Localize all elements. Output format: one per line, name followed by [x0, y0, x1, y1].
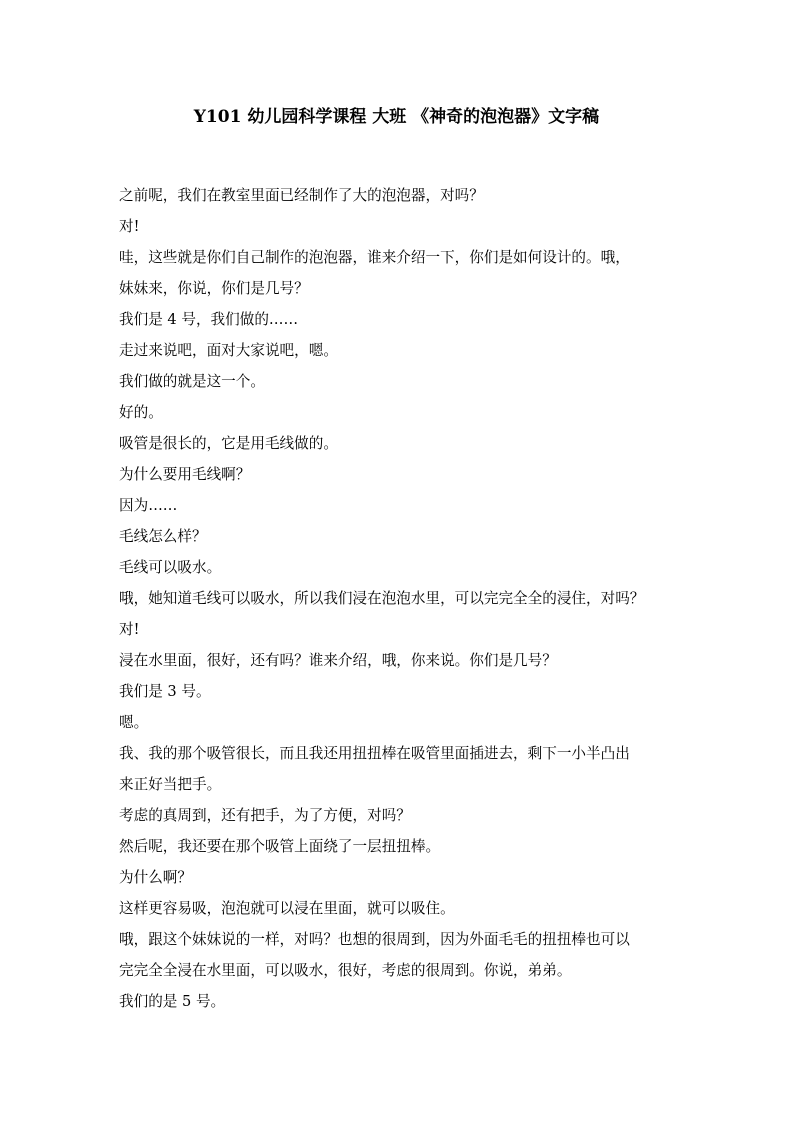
transcript-line: 对!	[119, 218, 140, 235]
transcript-line: 之前呢，我们在教室里面已经制作了大的泡泡器，对吗？	[119, 187, 484, 204]
transcript-line: 妹妹来，你说，你们是几号？	[119, 280, 309, 297]
transcript-line: 哦，她知道毛线可以吸水，所以我们浸在泡泡水里，可以完完全全的浸住，对吗？	[119, 590, 645, 607]
transcript-line: 为什么要用毛线啊？	[119, 466, 251, 483]
transcript-line: 哦，跟这个妹妹说的一样，对吗？也想的很周到，因为外面毛毛的扭扭棒也可以	[119, 931, 630, 948]
transcript-line: 嗯。	[119, 714, 149, 731]
transcript-line: 毛线怎么样？	[119, 528, 207, 545]
transcript-line: 我们是 4 号，我们做的……	[119, 311, 299, 328]
transcript-line: 我们是 3 号。	[119, 683, 211, 700]
transcript-body	[119, 180, 679, 1017]
transcript-line: 因为……	[119, 497, 178, 514]
transcript-line: 走过来说吧，面对大家说吧，嗯。	[119, 342, 338, 359]
transcript-line: 然后呢，我还要在那个吸管上面绕了一层扭扭棒。	[119, 838, 441, 855]
transcript-line: 我、我的那个吸管很长，而且我还用扭扭棒在吸管里面插进去，剩下一小半凸出	[119, 745, 630, 762]
transcript-line: 考虑的真周到，还有把手，为了方便，对吗？	[119, 807, 411, 824]
transcript-line: 哇，这些就是你们自己制作的泡泡器，谁来介绍一下，你们是如何设计的。哦，	[119, 249, 630, 266]
transcript-line: 毛线可以吸水。	[119, 559, 222, 576]
transcript-line: 我们做的就是这一个。	[119, 373, 265, 390]
transcript-line: 我们的是 5 号。	[119, 993, 226, 1010]
transcript-line: 来正好当把手。	[119, 776, 222, 793]
transcript-line: 好的。	[119, 404, 163, 421]
transcript-line: 完完全全浸在水里面，可以吸水，很好，考虑的很周到。你说，弟弟。	[119, 962, 572, 979]
document-title: Y101 幼儿园科学课程 大班 《神奇的泡泡器》文字稿	[193, 107, 600, 127]
transcript-line: 浸在水里面，很好，还有吗？谁来介绍，哦，你来说。你们是几号？	[119, 652, 557, 669]
transcript-line: 为什么啊？	[119, 869, 192, 886]
transcript-line: 这样更容易吸，泡泡就可以浸在里面，就可以吸住。	[119, 900, 455, 917]
transcript-line: 吸管是很长的，它是用毛线做的。	[119, 435, 338, 452]
transcript-line: 对!	[119, 621, 140, 638]
